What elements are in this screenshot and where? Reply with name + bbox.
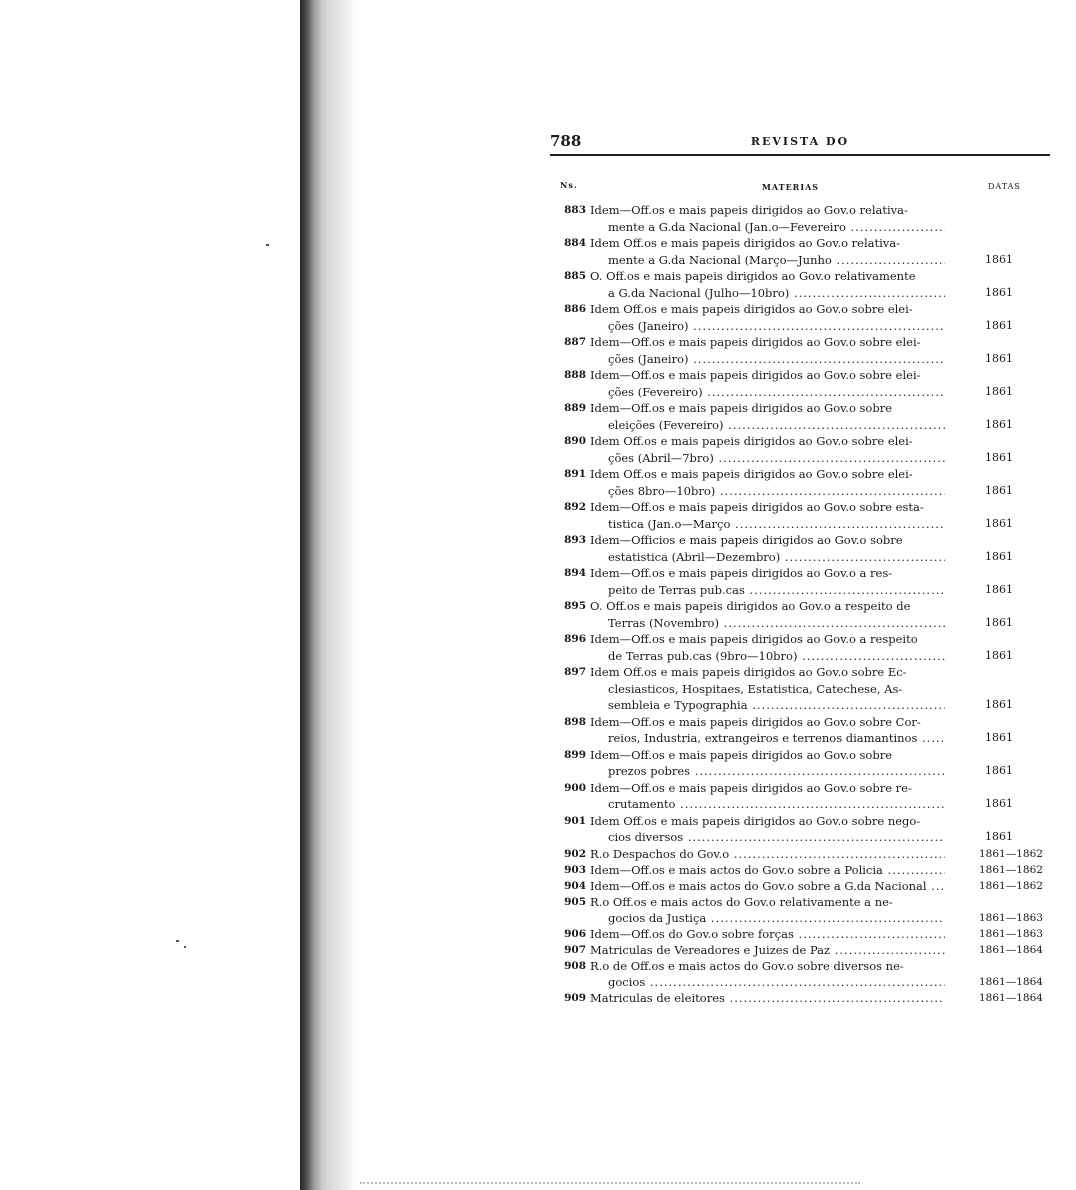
list-item (550, 958, 1050, 990)
entry-matter-line: Terras (Novembro) ..... (590, 615, 945, 632)
entry-matter (590, 499, 945, 532)
entries-list (550, 202, 1050, 1006)
entry-matter-line: Idem Off.os e mais papeis dirigidos ao Gov.o sobre elei- (590, 302, 913, 316)
entry-matter-line: ções (Janeiro) ..... (590, 318, 945, 335)
column-header-date: DATAS (988, 182, 1021, 191)
entry-matter-line: tistica (Jan.o—Março ..... (590, 516, 945, 533)
entry-date: 1861—1863 (979, 911, 1043, 924)
entry-number: 886 (564, 303, 586, 315)
entry-date: 1861 (985, 549, 1013, 563)
list-item (550, 598, 1050, 631)
entry-number: 889 (564, 402, 586, 414)
list-item (550, 714, 1050, 747)
entry-matter-line: Idem—Officios e mais papeis dirigidos ao Gov.o sobre (590, 533, 903, 547)
entry-matter-line: Idem—Off.os e mais actos do Gov.o sobre a G.da Nacional ..... (590, 878, 945, 894)
entry-date: 1861 (985, 516, 1013, 530)
entry-matter-line: Idem—Off.os e mais papeis dirigidos ao Gov.o sobre esta- (590, 500, 924, 514)
entry-matter (590, 202, 945, 235)
entry-number: 907 (564, 943, 586, 956)
list-item (550, 631, 1050, 664)
entry-matter (590, 235, 945, 268)
entry-date: 1861 (985, 648, 1013, 662)
page-header (550, 132, 1050, 156)
entry-matter-line: reios, Industria, extrangeiros e terrenos diamantinos ..... (590, 730, 945, 747)
entry-matter-line: eleições (Fevereiro) ..... (590, 417, 945, 434)
list-item (550, 846, 1050, 862)
entry-number: 906 (564, 927, 586, 940)
entry-number: 890 (564, 435, 586, 447)
entry-number: 903 (564, 863, 586, 876)
entry-number: 898 (564, 715, 586, 728)
entry-matter (590, 862, 945, 878)
entry-date: 1861—1862 (979, 879, 1043, 892)
entry-date: 1861 (985, 384, 1013, 398)
entry-matter (590, 990, 945, 1006)
list-item (550, 780, 1050, 813)
entry-matter-line: a G.da Nacional (Julho—10bro) ..... (590, 285, 945, 302)
entry-matter (590, 780, 945, 813)
entry-number: 885 (564, 270, 586, 282)
entry-matter (590, 747, 945, 780)
running-head: REVISTA DO (750, 135, 850, 148)
blank-left-page (0, 0, 300, 1190)
entry-matter (590, 268, 945, 301)
entry-matter (590, 532, 945, 565)
entry-matter (590, 433, 945, 466)
list-item (550, 367, 1050, 400)
entry-date: 1861 (985, 351, 1013, 365)
entry-matter-line: crutamento ..... (590, 796, 945, 813)
entry-number: 897 (564, 666, 586, 678)
entry-matter-line: ções (Janeiro) ..... (590, 351, 945, 368)
entry-date: 1861—1864 (979, 975, 1043, 988)
entry-matter-line: Idem—Off.os e mais papeis dirigidos ao Gov.o sobre (590, 401, 893, 415)
entry-date: 1861 (985, 830, 1013, 843)
entry-matter-line: R.o Off.os e mais actos do Gov.o relativamente a ne- (590, 894, 893, 909)
column-headers (550, 180, 1050, 200)
entry-matter (590, 926, 945, 942)
entry-matter (590, 846, 945, 862)
entry-matter-line: Idem—Off.os e mais papeis dirigidos ao Gov.o sobre (590, 747, 893, 762)
entry-matter-line: Matriculas de eleitores ..... (590, 990, 945, 1006)
column-header-matter: MATERIAS (762, 182, 820, 192)
entry-date: 1861—1862 (979, 863, 1043, 876)
list-item (550, 926, 1050, 942)
entry-matter-line: R.o de Off.os e mais actos do Gov.o sobre diversos ne- (590, 958, 904, 973)
entry-matter-line: sembleia e Typographia ..... (590, 697, 945, 714)
entry-matter-line: cios diversos ..... (590, 829, 945, 846)
list-item (550, 433, 1050, 466)
document-page (550, 132, 1050, 1006)
entry-matter-line: Idem Off.os e mais papeis dirigidos ao Gov.o sobre nego- (590, 813, 921, 828)
list-item (550, 499, 1050, 532)
list-item (550, 862, 1050, 878)
entry-matter (590, 813, 945, 846)
entry-matter-line: Idem Off.os e mais papeis dirigidos ao Gov.o sobre elei- (590, 467, 913, 481)
entry-number: 884 (564, 237, 586, 249)
entry-number: 893 (564, 534, 586, 546)
entry-matter-line: O. Off.os e mais papeis dirigidos ao Gov.o a respeito de (590, 599, 911, 613)
entry-number: 900 (564, 781, 586, 794)
entry-date: 1861 (985, 483, 1013, 497)
entry-number: 899 (564, 748, 586, 761)
entry-matter-line: mente a G.da Nacional (Jan.o—Fevereiro ..... (590, 219, 945, 236)
entry-matter-line: Idem—Off.os do Gov.o sobre forças ..... (590, 926, 945, 942)
entry-number: 887 (564, 336, 586, 348)
entry-date: 1861 (985, 615, 1013, 629)
entry-matter (590, 958, 945, 990)
entry-matter-line: prezos pobres ..... (590, 763, 945, 780)
list-item (550, 878, 1050, 894)
entry-date: 1861 (985, 417, 1013, 431)
entry-matter (590, 400, 945, 433)
bottom-edge-marks (360, 1182, 860, 1190)
entry-matter-line: Idem—Off.os e mais papeis dirigidos ao Gov.o a res- (590, 566, 893, 580)
list-item (550, 813, 1050, 846)
list-item (550, 532, 1050, 565)
scan-speck (184, 946, 186, 948)
entry-number: 905 (564, 895, 586, 908)
entry-number: 883 (564, 204, 586, 216)
entry-number: 908 (564, 959, 586, 972)
entry-number: 892 (564, 501, 586, 513)
entry-matter-line: Idem—Off.os e mais papeis dirigidos ao Gov.o sobre re- (590, 780, 912, 795)
entry-matter-line: Idem Off.os e mais papeis dirigidos ao Gov.o sobre elei- (590, 434, 913, 448)
column-header-number: Ns. (560, 180, 578, 190)
entry-number: 895 (564, 600, 586, 612)
list-item (550, 565, 1050, 598)
entry-matter-line: estatistica (Abril—Dezembro) ..... (590, 549, 945, 566)
entry-matter (590, 942, 945, 958)
entry-matter (590, 466, 945, 499)
entry-matter-line: Idem—Off.os e mais papeis dirigidos ao Gov.o sobre elei- (590, 335, 921, 349)
entry-matter-line: clesiasticos, Hospitaes, Estatistica, Catechese, As- (608, 681, 903, 696)
entry-number: 896 (564, 633, 586, 645)
entry-date: 1861 (985, 582, 1013, 596)
entry-date: 1861 (985, 698, 1013, 711)
scan-speck (176, 940, 179, 942)
entry-matter (590, 301, 945, 334)
entry-matter (590, 565, 945, 598)
entry-number: 904 (564, 879, 586, 892)
scan-speck (266, 244, 269, 246)
entry-matter (590, 714, 945, 747)
gutter-shadow (328, 0, 358, 1190)
entry-date: 1861—1863 (979, 927, 1043, 940)
entry-date: 1861 (985, 252, 1013, 266)
list-item (550, 334, 1050, 367)
entry-matter-line: ções 8bro—10bro) ..... (590, 483, 945, 500)
entry-matter-line: peito de Terras pub.cas ..... (590, 582, 945, 599)
book-gutter (300, 0, 328, 1190)
list-item (550, 664, 1050, 714)
entry-date: 1861 (985, 285, 1013, 299)
list-item (550, 268, 1050, 301)
entry-date: 1861 (985, 450, 1013, 464)
entry-date: 1861—1864 (979, 943, 1043, 956)
entry-number: 894 (564, 567, 586, 579)
list-item (550, 747, 1050, 780)
entry-matter (590, 664, 945, 714)
list-item (550, 466, 1050, 499)
entry-matter-line: gocios ..... (590, 974, 945, 990)
entry-matter (590, 334, 945, 367)
entry-number: 909 (564, 991, 586, 1004)
entry-matter-line: Idem—Off.os e mais papeis dirigidos ao Gov.o a respeito (590, 632, 918, 646)
entry-matter-line: O. Off.os e mais papeis dirigidos ao Gov.o relativamente (590, 269, 916, 283)
entry-matter-line: mente a G.da Nacional (Março—Junho ..... (590, 252, 945, 269)
list-item (550, 990, 1050, 1006)
entry-number: 888 (564, 369, 586, 381)
entry-date: 1861—1862 (979, 847, 1043, 860)
entry-matter-line: de Terras pub.cas (9bro—10bro) ..... (590, 648, 945, 665)
list-item (550, 942, 1050, 958)
list-item (550, 202, 1050, 235)
entry-date: 1861 (985, 764, 1013, 777)
list-item (550, 301, 1050, 334)
entry-date: 1861 (985, 797, 1013, 810)
page-number: 788 (550, 132, 582, 150)
list-item (550, 235, 1050, 268)
entry-date: 1861 (985, 318, 1013, 332)
entry-matter (590, 631, 945, 664)
entry-matter (590, 367, 945, 400)
entry-matter (590, 598, 945, 631)
entry-matter-line: ções (Fevereiro) ..... (590, 384, 945, 401)
entry-number: 901 (564, 814, 586, 827)
entry-matter-line: Idem—Off.os e mais papeis dirigidos ao Gov.o sobre Cor- (590, 714, 921, 729)
entry-matter-line: Idem Off.os e mais papeis dirigidos ao Gov.o relativa- (590, 236, 901, 250)
entry-matter-line: R.o Despachos do Gov.o ..... (590, 846, 945, 862)
list-item (550, 894, 1050, 926)
entry-matter-line: Idem—Off.os e mais actos do Gov.o sobre a Policia ..... (590, 862, 945, 878)
entry-number: 902 (564, 847, 586, 860)
list-item (550, 400, 1050, 433)
entry-date: 1861 (985, 731, 1013, 744)
entry-date: 1861—1864 (979, 991, 1043, 1004)
entry-matter-line: ções (Abril—7bro) ..... (590, 450, 945, 467)
entry-matter-line: Idem Off.os e mais papeis dirigidos ao Gov.o sobre Ec- (590, 665, 907, 679)
entry-matter (590, 894, 945, 926)
entry-matter-line: Matriculas de Vereadores e Juizes de Paz ..... (590, 942, 945, 958)
entry-number: 891 (564, 468, 586, 480)
entry-matter-line: Idem—Off.os e mais papeis dirigidos ao Gov.o sobre elei- (590, 368, 921, 382)
entry-matter (590, 878, 945, 894)
entry-matter-line: gocios da Justiça ..... (590, 910, 945, 926)
entry-matter-line: Idem—Off.os e mais papeis dirigidos ao Gov.o relativa- (590, 203, 908, 217)
